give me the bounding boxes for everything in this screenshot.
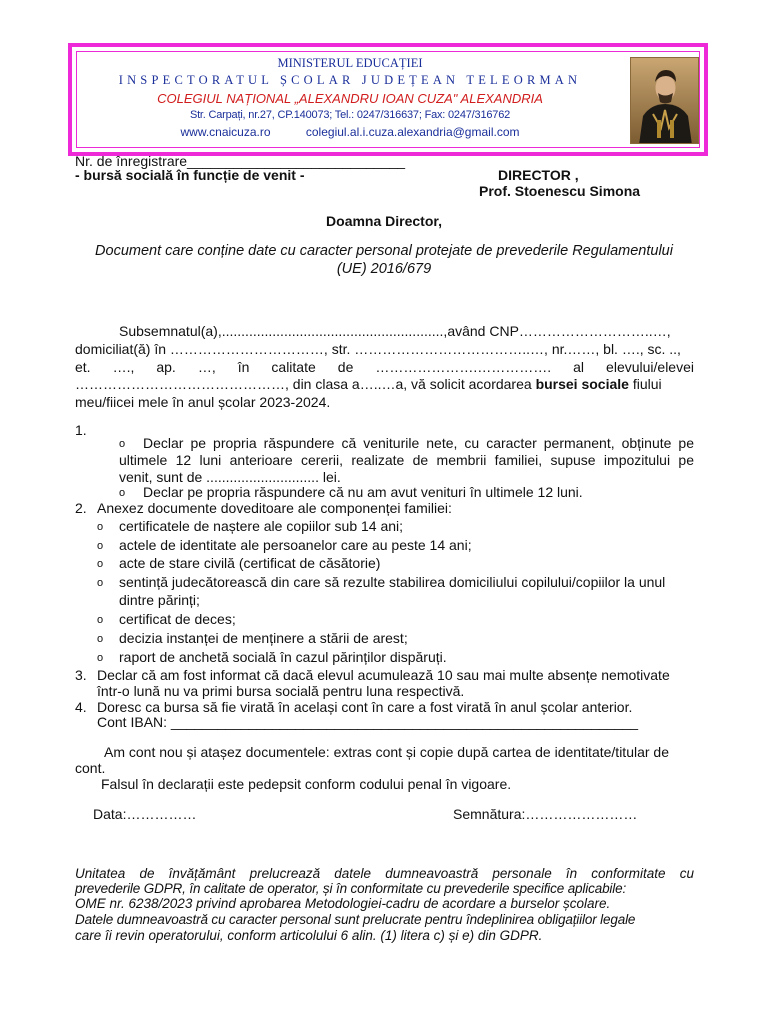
footer-gdpr-line1: Unitatea de învățământ prelucrează datele dumneavoastră personale în conformitate cu (75, 866, 694, 881)
item3-line2: într-o lună nu va primi bursa socială pentru luna respectivă. (97, 683, 465, 699)
footer-gdpr-line2: prevederile GDPR, în calitate de operator, și în conformitate cu prevederile specifice aplicabile: (75, 881, 627, 896)
doc-item: certificatele de naștere ale copiilor sub 14 ani; (119, 518, 404, 534)
item3-number: 3. (75, 667, 87, 683)
iban-field: Cont IBAN: ____________________________________________________________ (97, 714, 639, 730)
bullet-icon: o (97, 633, 104, 645)
item3-line1: Declar că am fost informat că dacă elevul acumulează 10 sau mai multe absențe nemotivate (97, 667, 670, 683)
footer-gdpr-line4: Datele dumneavoastră cu caracter personal sunt prelucrate pentru îndeplinirea obligațiilor legale (75, 912, 636, 927)
portrait-image (630, 57, 699, 144)
doc-item: sentință judecătorească din care să rezulte stabilirea domiciliului copilului/copiilor la unul (119, 574, 666, 590)
director-name: Prof. Stoenescu Simona (479, 183, 641, 199)
bullet-icon: o (97, 577, 104, 589)
bullet-icon: o (119, 438, 126, 450)
website-link[interactable]: www.cnaicuza.ro (180, 125, 271, 139)
intro-line2: domiciliat(ă) în ……………………………, str. ………………………………..…, nr.……, bl. …., sc. .., (75, 341, 681, 357)
signature-field: Semnătura:…………………… (453, 806, 638, 822)
intro-line4-text: ………………………………………, din clasa a…..…a, vă solicit acordarea (75, 376, 532, 392)
registration-number: Nr. de înregistrare____________________________ (75, 153, 406, 169)
college-name: COLEGIUL NAȚIONAL „ALEXANDRU IOAN CUZA" ALEXANDRIA (157, 91, 543, 106)
doc-item-continued: dintre părinți; (119, 592, 200, 608)
inspectorate-name: INSPECTORATUL ȘCOLAR JUDEȚEAN TELEORMAN (118, 73, 582, 87)
footer-gdpr-line3: OME nr. 6238/2023 privind aprobarea Metodologiei-cadru de acordare a burselor școlare. (75, 896, 611, 911)
salutation: Doamna Director, (326, 213, 442, 229)
item1-number: 1. (75, 422, 87, 438)
item1-option-b: Declar pe propria răspundere că nu am avut venituri în ultimele 12 luni. (143, 484, 583, 500)
gdpr-notice-line1: Document care conține date cu caracter personal protejate de prevederile Regulamentului (95, 243, 673, 259)
doc-item: raport de anchetă socială în cazul părinților dispăruți. (119, 649, 447, 665)
college-contacts (80, 125, 620, 139)
account-line2: cont. (75, 760, 106, 776)
footer-gdpr-line5: care îi revin operatorului, conform articolului 6 alin. (1) litera c) și e) din GDPR. (75, 928, 543, 943)
director-title: DIRECTOR , (498, 167, 579, 183)
intro-line1: Subsemnatul(a),.........................................................,având CNP………………………..…, (119, 323, 671, 339)
doc-item: actele de identitate ale persoanelor care au peste 14 ani; (119, 537, 472, 553)
email-link[interactable]: colegiul.al.i.cuza.alexandria@gmail.com (305, 125, 520, 139)
intro-line4 (75, 376, 694, 392)
intro-bursa-bold: bursei sociale (535, 376, 629, 392)
intro-line3: et. …., ap. …, în calitate de ………………….……………. al elevului/elevei (75, 359, 694, 375)
bullet-icon: o (97, 614, 104, 626)
intro-line4-end: fiului (632, 376, 662, 392)
doc-item: decizia instanței de menținere a stării de arest; (119, 630, 408, 646)
bullet-icon: o (97, 558, 104, 570)
item1-option-a-line2: ultimele 12 luni anterioare cererii, realizate de membrii familiei, supuse impozitului pe (119, 452, 694, 468)
date-field: Data:…………… (93, 806, 197, 822)
item2-number: 2. (75, 500, 87, 516)
false-declaration-warning: Falsul în declarații este pedepsit conform codului penal în vigoare. (101, 776, 512, 792)
item2-text: Anexez documente doveditoare ale componenței familiei: (97, 500, 452, 516)
account-line1: Am cont nou și atașez documentele: extras cont și copie după cartea de identitate/titular de (104, 744, 669, 760)
doc-item: acte de stare civilă (certificat de căsătorie) (119, 555, 381, 571)
item1-option-a-line3: venit, sunt de ............................. lei. (119, 469, 341, 485)
item4-line1: Doresc ca bursa să fie virată în același cont în care a fost virată în anul școlar anterior. (97, 699, 633, 715)
bullet-icon: o (97, 540, 104, 552)
ministry-name: MINISTERUL EDUCAȚIEI (277, 56, 423, 70)
bullet-icon: o (97, 521, 104, 533)
bullet-icon: o (119, 487, 126, 499)
college-address: Str. Carpați, nr.27, CP.140073; Tel.: 0247/316637; Fax: 0247/316762 (189, 109, 511, 121)
item1-option-a-line1: Declar pe propria răspundere că veniturile nete, cu caracter permanent, obținute pe (143, 435, 694, 451)
document-subject: - bursă socială în funcție de venit - (75, 167, 305, 183)
gdpr-notice-line2: (UE) 2016/679 (336, 261, 432, 277)
bullet-icon: o (97, 652, 104, 664)
intro-line5: meu/fiicei mele în anul școlar 2023-2024. (75, 394, 331, 410)
item4-number: 4. (75, 699, 87, 715)
doc-item: certificat de deces; (119, 611, 236, 627)
